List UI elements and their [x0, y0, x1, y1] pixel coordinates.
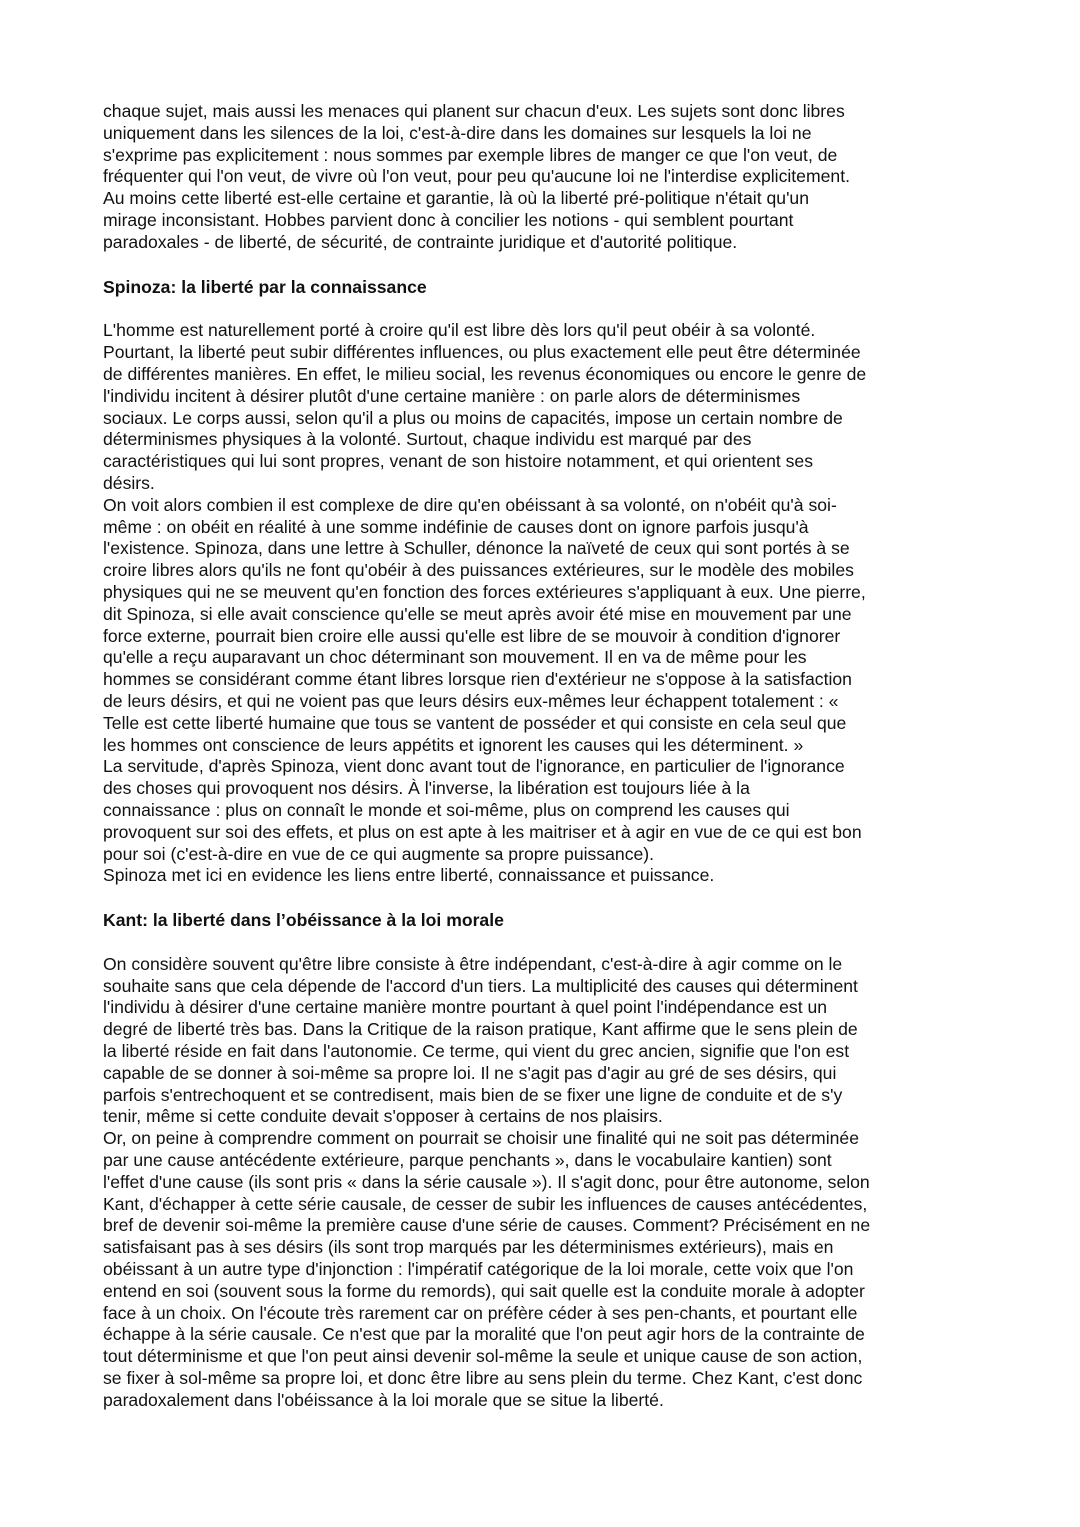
text-line: La servitude, d'après Spinoza, vient donc avant tout de l'ignorance, en particulier de l'ignorance	[103, 756, 845, 777]
text-line: face à un choix. On l'écoute très rarement car on préfère céder à ses pen-chants, et pourtant elle	[103, 1302, 858, 1323]
text-line: paradoxales - de liberté, de sécurité, de contrainte juridique et d'autorité politique.	[103, 231, 738, 252]
text-line: Kant, d'échapper à cette série causale, de cesser de subir les influences de causes antécédentes,	[103, 1193, 868, 1214]
text-line: l'individu à désirer d'une certaine manière montre pourtant à quel point l'indépendance est un	[103, 997, 828, 1018]
text-line: paradoxalement dans l'obéissance à la loi morale que se situe la liberté.	[103, 1389, 664, 1410]
text-line: se fixer à sol-même sa propre loi, et donc être libre au sens plein du terme. Chez Kant, c'est donc	[103, 1368, 863, 1389]
intro-paragraph	[103, 101, 983, 254]
text-line: parfois s'entrechoquent et se contredisent, mais bien de se fixer une ligne de conduite et de s'y	[103, 1084, 843, 1105]
text-line: de différentes manières. En effet, le milieu social, les revenus économiques ou encore le genre de	[103, 363, 867, 384]
text-line: hommes se considérant comme étant libres lorsque rien d'extérieur ne s'oppose à la satisfaction	[103, 669, 852, 690]
text-line: l'existence. Spinoza, dans une lettre à Schuller, dénonce la naïveté de ceux qui sont portés à se	[103, 538, 850, 559]
text-line: physiques qui ne se meuvent qu'en fonction des forces extérieures s'appliquant à eux. Une pierre,	[103, 581, 866, 602]
text-line: capable de se donner à soi-même sa propre loi. Il ne s'agit pas d'agir au gré de ses désirs, qui	[103, 1062, 837, 1083]
text-line: chaque sujet, mais aussi les menaces qui planent sur chacun d'eux. Les sujets sont donc libres	[103, 101, 845, 121]
text-line: la liberté réside en fait dans l'autonomie. Ce terme, qui vient du grec ancien, signifie que l'on est	[103, 1041, 850, 1062]
text-line: par une cause antécédente extérieure, parque penchants », dans le vocabulaire kantien) sont	[103, 1150, 832, 1171]
text-line: bref de devenir soi-même la première cause d'une série de causes. Comment? Précisément en ne	[103, 1215, 871, 1236]
text-line: On voit alors combien il est complexe de dire qu'en obéissant à sa volonté, on n'obéit qu'à soi-	[103, 494, 837, 515]
text-line: mirage inconsistant. Hobbes parvient donc à concilier les notions - qui semblent pourtant	[103, 209, 794, 230]
spinoza-section-body	[103, 320, 983, 887]
text-line: l'individu incitent à désirer plutôt d'une certaine manière : on parle alors de déterminismes	[103, 385, 801, 406]
text-line: tenir, même si cette conduite devait s'opposer à certains de nos plaisirs.	[103, 1106, 663, 1127]
text-line: satisfaisant pas à ses désirs (ils sont trop marqués par les déterminismes extérieurs), mais en	[103, 1237, 834, 1258]
text-line: Pourtant, la liberté peut subir différentes influences, ou plus exactement elle peut être déterminée	[103, 342, 861, 363]
text-line: connaissance : plus on connaît le monde et soi-même, plus on comprend les causes qui	[103, 799, 790, 820]
text-line: force externe, pourrait bien croire elle aussi qu'elle est libre de se mouvoir à condition d'ignorer	[103, 625, 841, 646]
text-line: degré de liberté très bas. Dans la Critique de la raison pratique, Kant affirme que le sens plein de	[103, 1019, 858, 1040]
section-heading-spinoza: Spinoza: la liberté par la connaissance	[103, 276, 427, 297]
text-line: fréquenter qui l'on veut, de vivre où l'on veut, pour peu qu'aucune loi ne l'interdise explicitement.	[103, 166, 850, 187]
text-line: l'effet d'une cause (ils sont pris « dans la série causale »). Il s'agit donc, pour être autonome, selon	[103, 1171, 870, 1192]
text-line: s'exprime pas explicitement : nous sommes par exemple libres de manger ce que l'on veut, de	[103, 144, 838, 165]
text-line: échappe à la série causale. Ce n'est que par la moralité que l'on peut agir hors de la contrainte de	[103, 1324, 865, 1345]
text-line: pour soi (c'est-à-dire en vue de ce qui augmente sa propre puissance).	[103, 843, 655, 864]
text-line: souhaite sans que cela dépende de l'accord d'un tiers. La multiplicité des causes qui déterminent	[103, 975, 858, 996]
text-line: provoquent sur soi des effets, et plus on est apte à les maitriser et à agir en vue de ce qui est bon	[103, 821, 862, 842]
text-line: dit Spinoza, si elle avait conscience qu'elle se meut après avoir été mise en mouvement par une	[103, 603, 852, 624]
text-line: même : on obéit en réalité à une somme indéfinie de causes dont on ignore parfois jusqu'à	[103, 516, 809, 537]
text-line: désirs.	[103, 472, 155, 493]
text-line: entend en soi (souvent sous la forme du remords), qui sait quelle est la conduite morale à adopter	[103, 1280, 865, 1301]
text-line: les hommes ont conscience de leurs appétits et ignorent les causes qui les déterminent. »	[103, 734, 804, 755]
text-line: obéissant à un autre type d'injonction : l'impératif catégorique de la loi morale, cette voix que l'on	[103, 1259, 854, 1280]
text-line: uniquement dans les silences de la loi, c'est-à-dire dans les domaines sur lesquels la loi ne	[103, 122, 812, 143]
text-line: croire libres alors qu'ils ne font qu'obéir à des puissances extérieures, sur le modèle des mobiles	[103, 560, 854, 581]
text-line: On considère souvent qu'être libre consiste à être indépendant, c'est-à-dire à agir comme on le	[103, 953, 843, 974]
text-line: sociaux. Le corps aussi, selon qu'il a plus ou moins de capacités, impose un certain nombre de	[103, 407, 843, 428]
text-line: caractéristiques qui lui sont propres, venant de son histoire notamment, et qui orientent ses	[103, 451, 814, 472]
kant-section-body	[103, 954, 983, 1412]
document-page	[103, 101, 983, 1412]
text-line: Telle est cette liberté humaine que tous se vantent de posséder et qui consiste en cela seul que	[103, 712, 847, 733]
text-line: Spinoza met ici en evidence les liens entre liberté, connaissance et puissance.	[103, 865, 715, 886]
text-line: des choses qui provoquent nos désirs. À l'inverse, la libération est toujours liée à la	[103, 778, 750, 799]
section-heading-kant: Kant: la liberté dans l’obéissance à la loi morale	[103, 910, 504, 931]
text-line: déterminismes physiques à la volonté. Surtout, chaque individu est marqué par des	[103, 429, 752, 450]
text-line: L'homme est naturellement porté à croire qu'il est libre dès lors qu'il peut obéir à sa volonté.	[103, 320, 816, 341]
text-line: qu'elle a reçu auparavant un choc déterminant son mouvement. Il en va de même pour les	[103, 647, 807, 668]
text-line: Au moins cette liberté est-elle certaine et garantie, là où la liberté pré-politique n'était qu'un	[103, 188, 809, 209]
text-line: de leurs désirs, et qui ne voient pas que leurs désirs eux-mêmes leur échappent totalement : «	[103, 690, 839, 711]
text-line: tout déterminisme et que l'on peut ainsi devenir sol-même la seule et unique cause de son action,	[103, 1346, 863, 1367]
text-line: Or, on peine à comprendre comment on pourrait se choisir une finalité qui ne soit pas déterminée	[103, 1128, 859, 1149]
